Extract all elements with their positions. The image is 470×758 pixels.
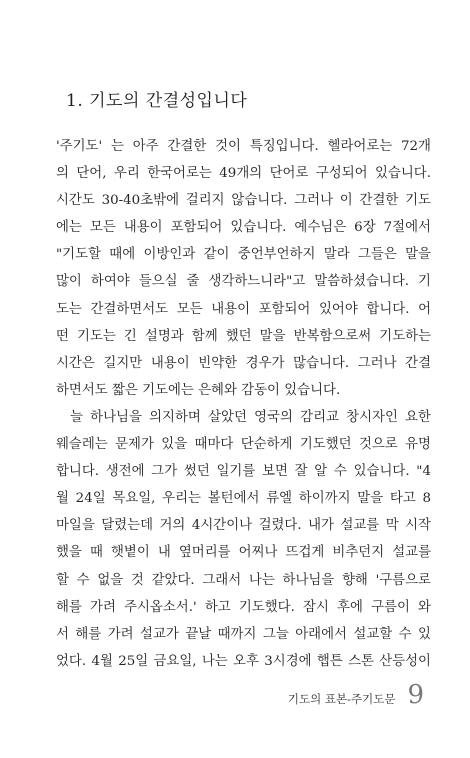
text-line: "기도할 때에 이방인과 같이 중언부언하지 말라 그들은 말을 bbox=[56, 247, 431, 263]
text-line: 시간은 길지만 내용이 빈약한 경우가 많습니다. 그러나 간결 bbox=[56, 355, 431, 371]
chapter-title: 1. 기도의 간결성입니다 bbox=[66, 91, 248, 111]
text-line: 었다. 4월 25일 금요일, 나는 오후 3시경에 햅튼 스톤 산등성이 bbox=[56, 653, 431, 669]
text-line: 의 단어, 우리 한국어로는 49개의 단어로 구성되어 있습니다. bbox=[56, 166, 431, 182]
page-footer bbox=[288, 680, 424, 710]
text-line: 많이 하여야 들으실 줄 생각하느니라"고 말씀하셨습니다. 기 bbox=[56, 274, 431, 290]
running-head: 기도의 표본-주기도문 bbox=[287, 692, 396, 706]
text-line: 마일을 달렸는데 거의 4시간이나 걸렸다. 내가 설교를 막 시작 bbox=[56, 518, 431, 534]
text-line: 도는 간결하면서도 모든 내용이 포함되어 있어야 합니다. 어 bbox=[56, 301, 431, 317]
text-line: 할 수 없을 것 같았다. 그래서 나는 하나님을 향해 '구름으로 bbox=[56, 572, 431, 588]
text-line: 에는 모든 내용이 포함되어 있습니다. 예수님은 6장 7절에서 bbox=[56, 220, 431, 236]
text-line: '주기도' 는 아주 간결한 것이 특징입니다. 헬라어로는 72개 bbox=[56, 139, 431, 154]
text-line: 시간도 30-40초밖에 걸리지 않습니다. 그러나 이 간결한 기도 bbox=[56, 193, 431, 209]
text-line: 하면서도 짧은 기도에는 은혜와 감동이 있습니다. bbox=[56, 382, 341, 398]
text-line: 늘 하나님을 의지하며 살았던 영국의 감리교 창시자인 요한 bbox=[70, 409, 431, 425]
text-line: 합니다. 생전에 그가 썼던 일기를 보면 잘 알 수 있습니다. "4 bbox=[56, 464, 431, 480]
text-line: 해를 가려 주시옵소서.' 하고 기도했다. 잠시 후에 구름이 와 bbox=[56, 599, 431, 615]
body-text bbox=[56, 133, 431, 675]
text-line: 웨슬레는 문제가 있을 때마다 단순하게 기도했던 것으로 유명 bbox=[56, 437, 431, 453]
text-line: 서 해를 가려 설교가 끝날 때까지 그늘 아래에서 설교할 수 있 bbox=[56, 626, 431, 642]
text-line: 월 24일 목요일, 우리는 볼턴에서 류엘 하이까지 말을 타고 8 bbox=[56, 491, 431, 507]
page-number: 9 bbox=[407, 680, 424, 710]
text-line: 했을 때 햇볕이 내 옆머리를 어찌나 뜨겁게 비추던지 설교를 bbox=[56, 545, 431, 561]
text-line: 떤 기도는 긴 설명과 함께 했던 말을 반복함으로써 기도하는 bbox=[56, 328, 431, 344]
